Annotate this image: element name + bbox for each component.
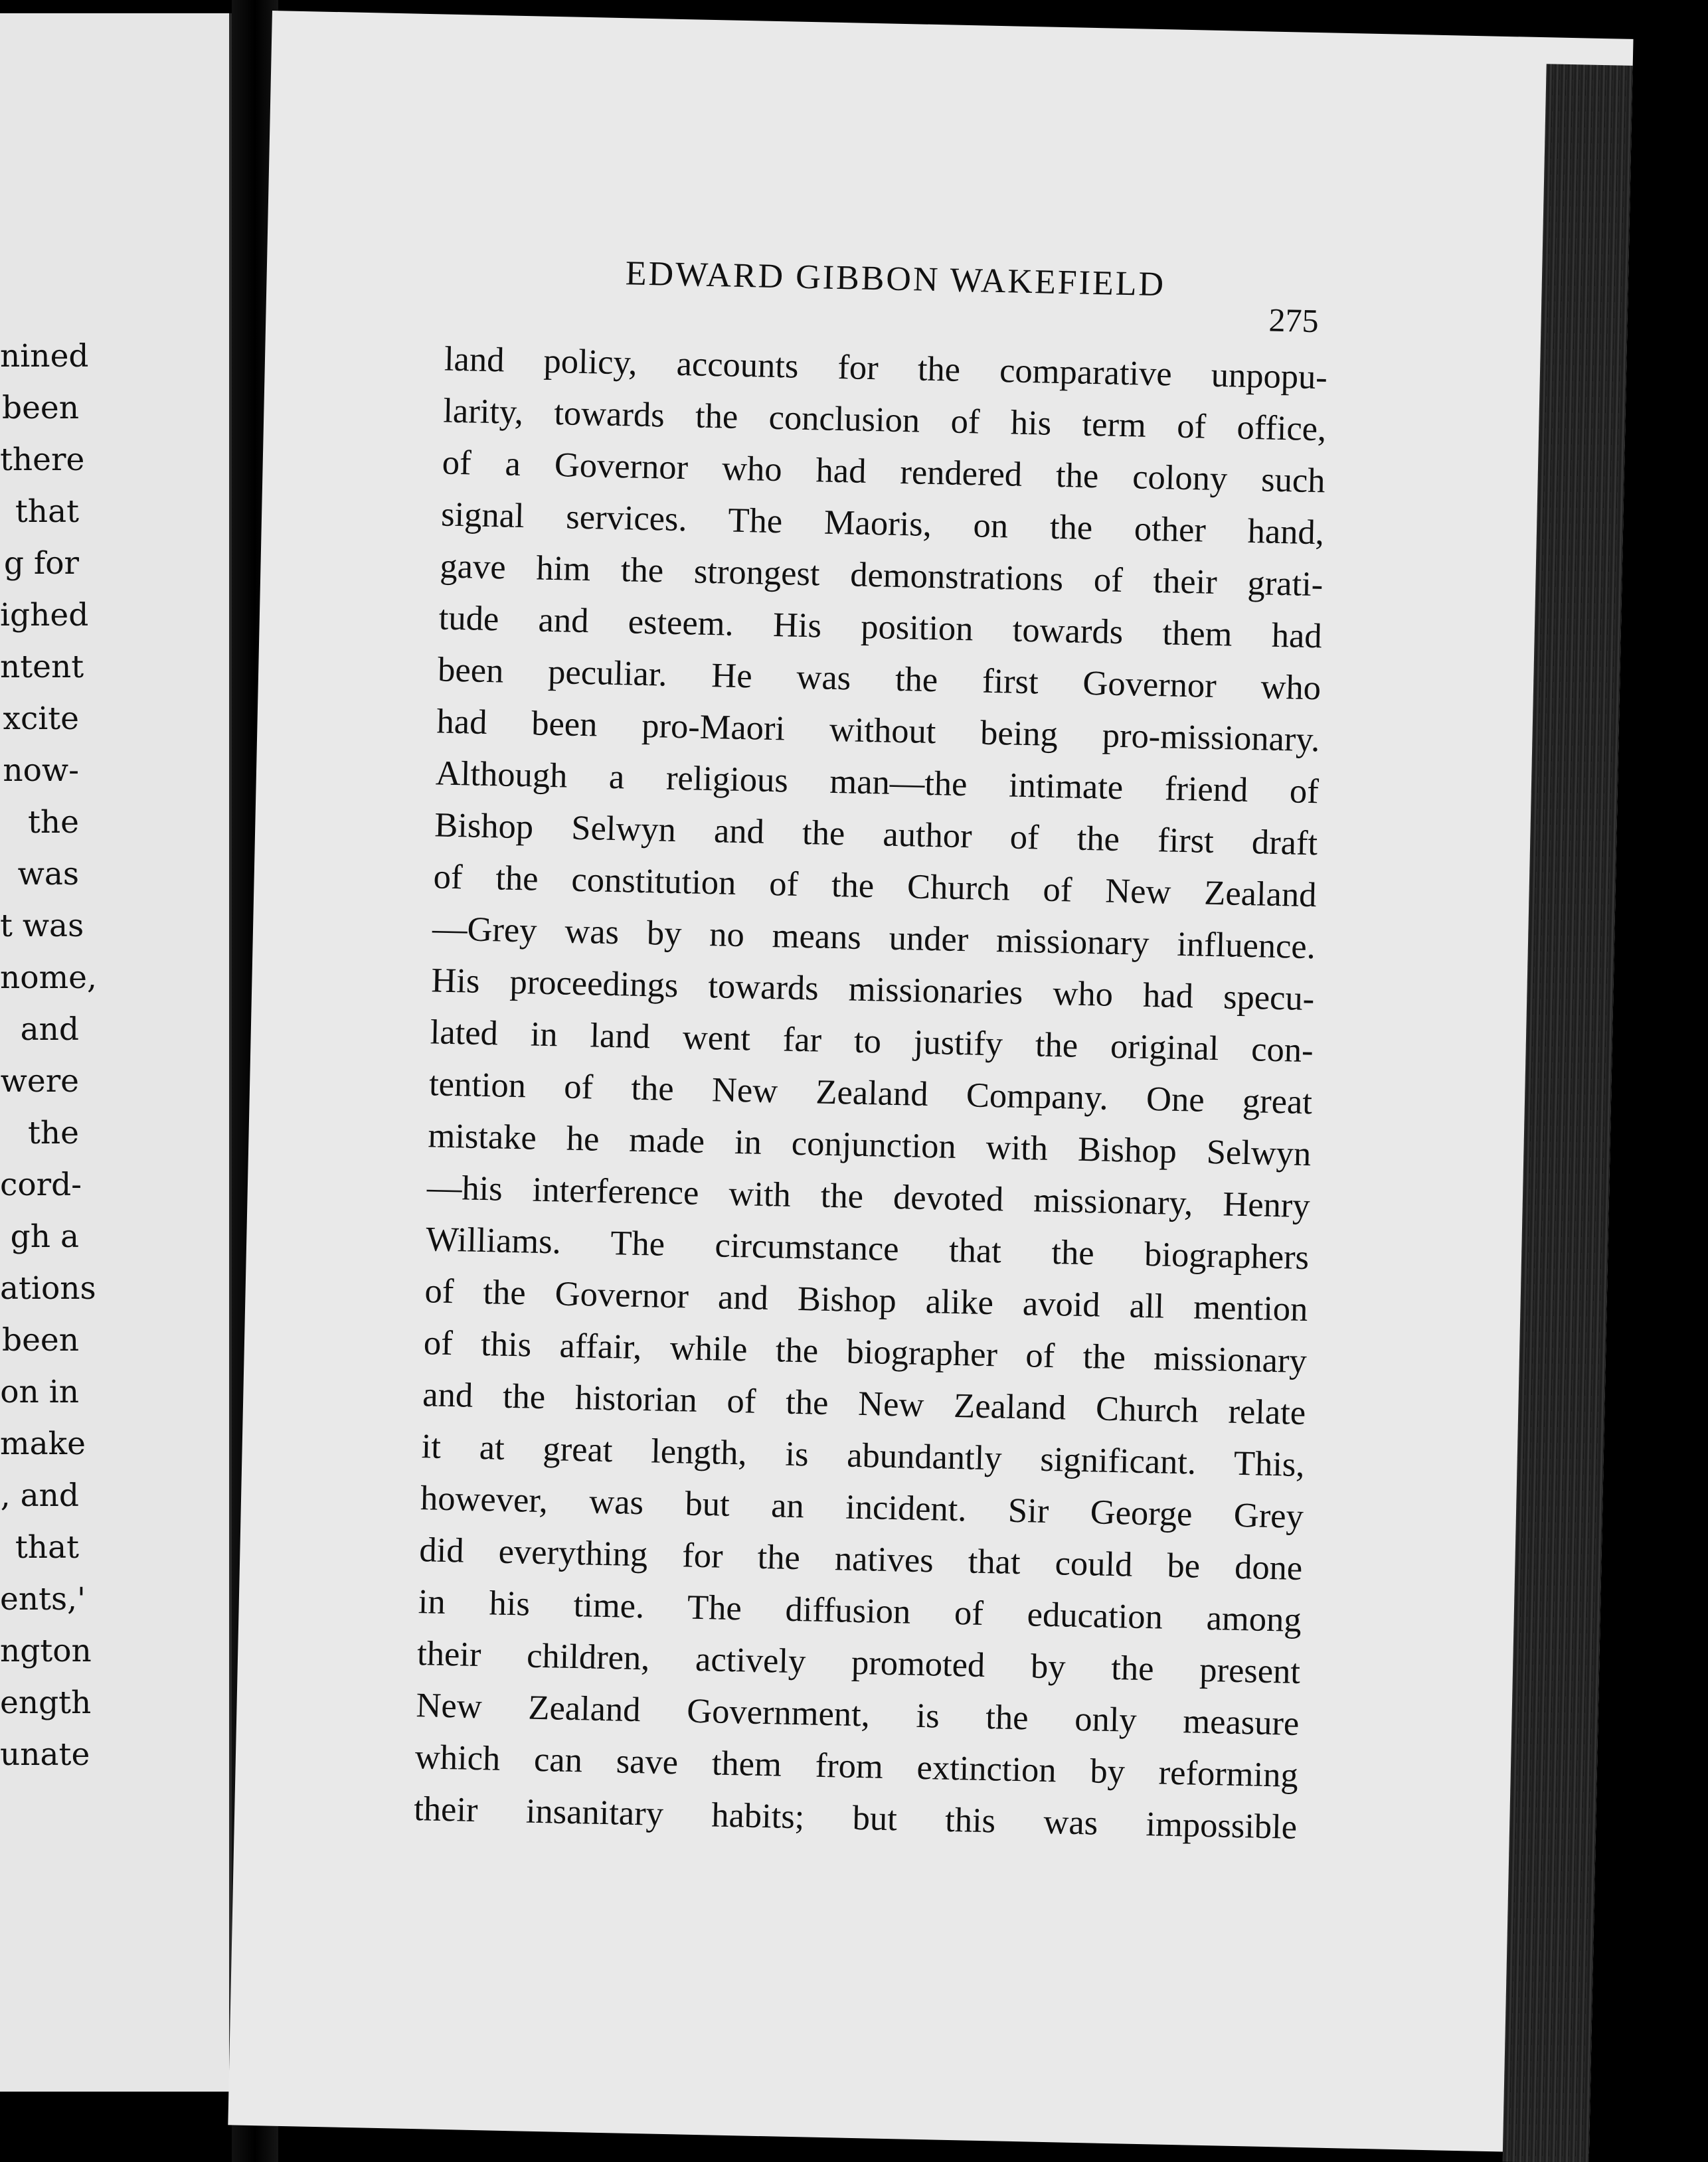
left-facing-page <box>0 13 232 2092</box>
text-line: larity, towards the conclusion of his term of office, <box>442 391 1327 449</box>
left-line: xcite <box>3 701 79 737</box>
left-line: nome, <box>0 959 97 996</box>
text-line: Williams. The circumstance that the biographers <box>425 1220 1310 1278</box>
left-line: been <box>2 390 79 426</box>
text-line: of the Governor and Bishop alike avoid all mention <box>424 1272 1308 1329</box>
text-line: of a Governor who had rendered the colony such <box>442 443 1326 501</box>
text-line: which can save them from extinction by reforming <box>414 1738 1299 1795</box>
left-line: ents,' <box>0 1581 86 1618</box>
text-line: land policy, accounts for the comparative unpopu- <box>444 339 1328 397</box>
left-line: ngton <box>0 1633 92 1669</box>
left-line: ength <box>0 1685 92 1721</box>
left-line: make <box>0 1426 86 1462</box>
running-head: EDWARD GIBBON WAKEFIELD <box>625 254 1166 304</box>
left-line: been <box>2 1322 79 1359</box>
text-line: Although a religious man—the intimate friend of <box>435 754 1320 811</box>
text-line: did everything for the natives that could be done <box>418 1531 1303 1588</box>
left-line: , and <box>0 1477 79 1514</box>
body-text <box>414 333 1328 1853</box>
text-line: tude and esteem. His position towards them had <box>438 598 1323 656</box>
page-number: 275 <box>1268 301 1320 340</box>
left-line: that <box>15 1529 79 1566</box>
text-line: His proceedings towards missionaries who had specu- <box>430 961 1315 1019</box>
text-line: their children, actively promoted by the present <box>416 1634 1301 1691</box>
text-line: tention of the New Zealand Company. One great <box>428 1064 1313 1122</box>
text-line: mistake he made in conjunction with Bishop Selwyn <box>427 1116 1312 1174</box>
text-line: New Zealand Government, is the only measure <box>415 1686 1300 1743</box>
left-line: the <box>28 1115 79 1151</box>
left-line: that <box>15 493 79 530</box>
text-line: Bishop Selwyn and the author of the first draft <box>434 805 1318 863</box>
text-line: been peculiar. He was the first Governor who <box>437 650 1322 708</box>
text-line: lated in land went far to justify the original con- <box>430 1013 1314 1070</box>
text-line: of this affair, while the biographer of the missionary <box>423 1323 1308 1381</box>
text-line: it at great length, is abundantly significant. This, <box>421 1427 1306 1485</box>
text-line: signal services. The Maoris, on the other hand, <box>440 495 1325 552</box>
text-line: however, was but an incident. Sir George Grey <box>420 1479 1304 1537</box>
left-line: ations <box>0 1270 96 1307</box>
text-line: of the constitution of the Church of New Zealand <box>433 857 1318 915</box>
text-line: in his time. The diffusion of education among <box>418 1582 1302 1639</box>
left-page-text <box>0 331 229 1781</box>
left-line: gh a <box>10 1218 79 1255</box>
text-line: had been pro-Maori without being pro-missionary. <box>436 702 1320 760</box>
left-line: unate <box>0 1736 90 1773</box>
text-line: and the historian of the New Zealand Church relate <box>422 1375 1306 1433</box>
left-line: t was <box>0 908 84 944</box>
left-line: g for <box>3 545 79 582</box>
left-line: and <box>20 1011 79 1048</box>
left-line: now- <box>3 752 79 789</box>
left-line: cord- <box>0 1167 82 1203</box>
left-line: there <box>0 442 85 478</box>
left-line: nined <box>0 338 89 374</box>
text-line: gave him the strongest demonstrations of their grati- <box>439 546 1324 604</box>
right-page <box>228 11 1633 2153</box>
left-line: were <box>0 1063 79 1100</box>
left-line: ntent <box>0 649 84 685</box>
left-line: ighed <box>0 597 89 633</box>
text-line: their insanitary habits; but this was impossible <box>413 1789 1298 1847</box>
page-edges <box>1503 64 1633 2162</box>
left-line: was <box>17 856 79 892</box>
left-line: on in <box>0 1374 79 1410</box>
text-line: —his interference with the devoted missionary, Henry <box>426 1168 1311 1226</box>
left-line: the <box>28 804 79 841</box>
text-line: —Grey was by no means under missionary influence. <box>432 909 1316 967</box>
